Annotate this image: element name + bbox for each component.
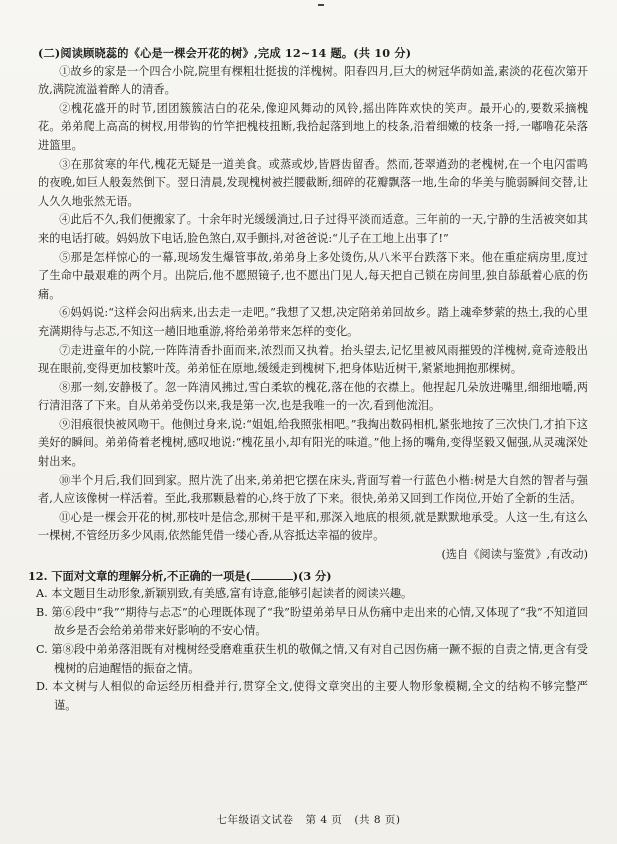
option-a: A. 本文题目生动形象,新颖别致,有美感,富有诗意,能够引起读者的阅读兴趣。 bbox=[36, 587, 413, 601]
page-content bbox=[28, 44, 588, 715]
footer-total-pages: (共 8 页) bbox=[354, 814, 401, 826]
passage-paragraph-1: ①故乡的家是一个四合小院,院里有棵粗壮挺拔的洋槐树。阳春四月,巨大的树冠华荫如盖,素淡的花苞次第开放,满院流溢着醉人的清香。 bbox=[38, 64, 588, 97]
footer-exam-title: 七年级语文试卷 bbox=[216, 814, 294, 826]
passage-paragraph-11: ⑪心是一棵会开花的树,那枝叶是信念,那树干是平和,那深入地底的根须,就是默默地承受。人这一生,有这么一棵树,不管经历多少风雨,依然能凭借一缕心香,从容抵达幸福的彼岸。 bbox=[38, 510, 588, 543]
passage-paragraph-2: ②槐花盛开的时节,团团簇簇洁白的花朵,像迎风舞动的风铃,摇出阵阵欢快的笑声。最开心的,要数采摘槐花。弟弟爬上高高的树杈,用带钩的竹竿把槐枝扭断,我拾起落到地上的枝条,沿着细嫩的枝条一捋,一嘟噜花朵落进篮里。 bbox=[38, 101, 588, 152]
passage-paragraph-3: ③在那贫寒的年代,槐花无疑是一道美食。或蒸或炒,皆唇齿留香。然而,苍翠遒劲的老槐树,在一个电闪雷鸣的夜晚,如巨人般轰然倒下。翌日清晨,发现槐树被拦腰截断,细碎的花瓣飘落一地,生命的华美与脆弱瞬间交替,让人久久地张然无语。 bbox=[38, 157, 588, 208]
passage-paragraph-10: ⑩半个月后,我们回到家。照片洗了出来,弟弟把它摆在床头,背面写着一行蓝色小楷:树是大自然的智者与强者,人应该像树一样活着。至此,我那颗悬着的心,终于放了下来。很快,弟弟又回到工作岗位,开始了全新的生活。 bbox=[38, 473, 588, 506]
section-heading: (二)阅读顾晓蕊的《心是一棵会开花的树》,完成 12~14 题。(共 10 分) bbox=[38, 46, 412, 60]
passage-paragraph-5: ⑤那是怎样惊心的一幕,现场发生爆管事故,弟弟身上多处烫伤,从八米平台跌落下来。他在重症病房里,度过了生命中最艰难的两个月。出院后,他不愿照镜子,也不愿出门见人,每天把自己锁在房间里,独自舔舐着心底的伤痛。 bbox=[38, 250, 588, 301]
passage-paragraph-4: ④此后不久,我们便搬家了。十余年时光缓缓淌过,日子过得平淡而适意。三年前的一天,宁静的生活被突如其来的电话打破。妈妈放下电话,脸色煞白,双手颤抖,对爸爸说:“儿子在工地上出事了!” bbox=[38, 213, 588, 245]
passage-paragraph-7: ⑦走进童年的小院,一阵阵清香扑面而来,浓烈而又执着。抬头望去,记忆里被风雨摧毁的洋槐树,竟奇迹般出现在眼前,变得更加枝繁叶茂。弟弟怔在原地,缓缓走到槐树下,把身体贴近树干,紧紧地拥抱那棵树。 bbox=[38, 343, 588, 376]
question-score: )(3 分) bbox=[292, 568, 332, 583]
passage-paragraph-8: ⑧那一刻,安静极了。忽一阵清风拂过,雪白柔软的槐花,落在他的衣襟上。他捏起几朵放进嘴里,细细地嚼,两行清泪落了下来。自从弟弟受伤以来,我是第一次,也是我唯一的一次,看到他流泪。 bbox=[38, 380, 588, 413]
scan-mark bbox=[318, 4, 324, 6]
page-footer bbox=[0, 812, 617, 827]
footer-page-number: 第 4 页 bbox=[305, 814, 343, 826]
answer-blank[interactable] bbox=[251, 568, 293, 580]
passage-source: (选自《阅读与鉴赏》,有改动) bbox=[441, 548, 588, 562]
passage-paragraph-6: ⑥妈妈说:“这样会闷出病来,出去走一走吧。”我想了又想,决定陪弟弟回故乡。踏上魂牵梦萦的热土,我的心里充满期待与忐忑,不知这一趟旧地重游,将给弟弟带来怎样的变化。 bbox=[38, 306, 588, 338]
passage-paragraph-9: ⑨泪痕很快被风吻干。他侧过身来,说:“姐姐,给我照张相吧。”我掏出数码相机,紧张地按了三次快门,才拍下这美好的瞬间。弟弟倚着老槐树,感叹地说:“槐花虽小,却有阳光的味道。”他上扬的嘴角,变得坚毅又倔强,从灵魂深处射出来。 bbox=[38, 417, 588, 469]
option-c: C. 第⑧段中弟弟落泪既有对槐树经受磨难重获生机的敬佩之情,又有对自己因伤痛一蹶不振的自责之情,更含有受槐树的启迪醒悟的振奋之情。 bbox=[36, 643, 588, 675]
question-stem: 12. 下面对文章的理解分析,不正确的一项是( bbox=[28, 568, 251, 583]
option-b: B. 第⑥段中“我”“期待与忐忑”的心理既体现了“我”盼望弟弟早日从伤痛中走出来的心情,又体现了“我”不知道回故乡是否会给弟弟带来好影响的不安心情。 bbox=[36, 605, 588, 638]
option-d: D. 本文树与人相似的命运经历相叠并行,贯穿全文,使得文章突出的主要人物形象模糊,全文的结构不够完整严谨。 bbox=[36, 680, 588, 712]
question-12 bbox=[28, 567, 588, 586]
